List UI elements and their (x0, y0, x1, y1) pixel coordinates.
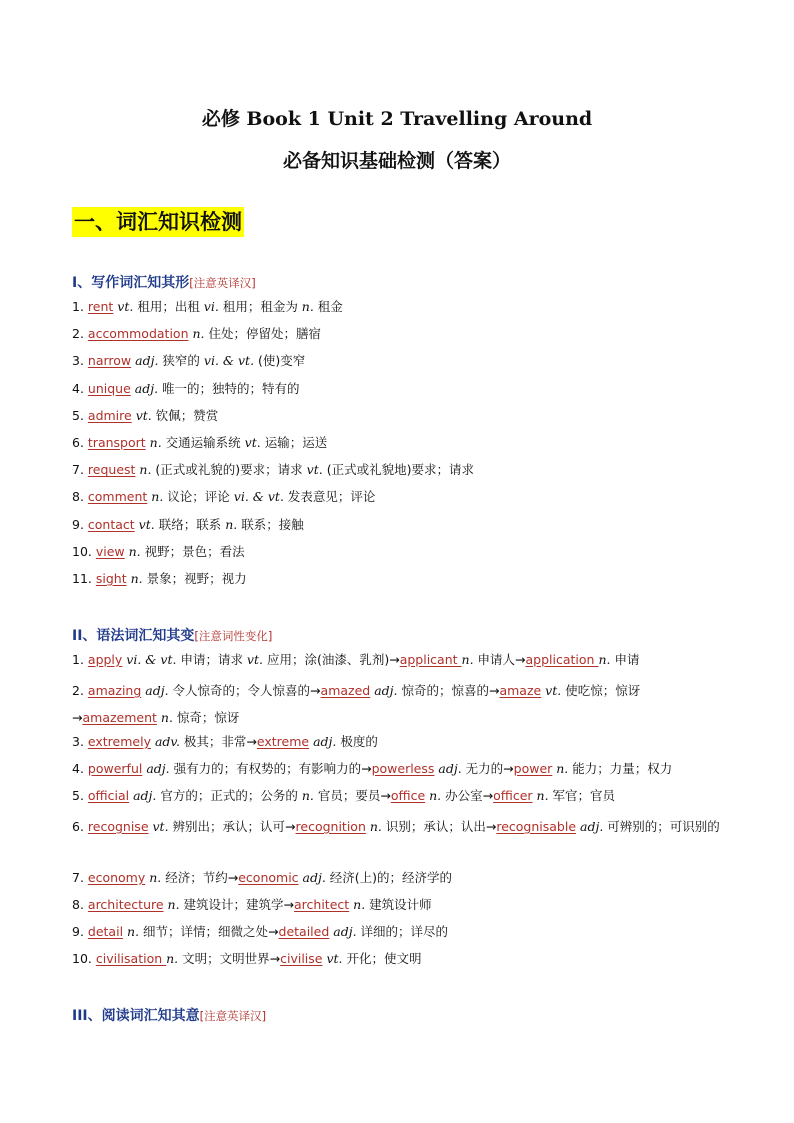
item-number: 1. (72, 652, 88, 667)
answer-word: extreme (256, 734, 310, 749)
definition: 租用；租金为 (222, 299, 302, 314)
definition: (正式或礼貌的)要求；请求 (155, 462, 307, 478)
part-of-speech: vt. (134, 516, 159, 532)
item-number: 4. (72, 380, 88, 396)
part-of-speech: n. (123, 924, 144, 939)
item-number: 11. (72, 571, 96, 586)
definition: 使吃惊；惊讶→ (72, 683, 641, 725)
answer-word: civilise (280, 951, 323, 966)
item-number: 9. (72, 924, 88, 939)
item-number: 8. (72, 897, 88, 912)
definition: 应用；涂(油漆、乳剂)→ (266, 652, 400, 667)
answer-word: architect (294, 897, 350, 912)
part-of-speech: n. (156, 710, 177, 725)
part1-heading (72, 272, 256, 292)
part-of-speech: n. (425, 788, 446, 803)
definition: 无力的→ (465, 761, 514, 776)
definition: 议论；评论 (167, 489, 234, 505)
vocab-item (72, 515, 304, 533)
item-number: 2. (72, 326, 88, 342)
definition: 官员；要员→ (317, 788, 391, 803)
item-number: 10. (72, 951, 96, 966)
item-number: 3. (72, 353, 88, 369)
vocab-item (72, 487, 375, 505)
vocab-item (72, 569, 247, 587)
part-of-speech: vt. (113, 299, 138, 314)
item-number: 9. (72, 516, 88, 532)
part-of-speech: vi. & vt. (122, 652, 181, 667)
definition: 强有力的；有权势的；有影响力的→ (173, 761, 372, 776)
part-of-speech: n. (301, 788, 318, 803)
definition: 狭窄的 (162, 353, 204, 369)
answer-word: narrow (87, 353, 132, 369)
part-of-speech: n. (552, 761, 573, 776)
part-of-speech: vi. (203, 299, 223, 314)
part-of-speech: n. (349, 897, 370, 912)
part-of-speech: adj. (370, 683, 402, 698)
answer-word: application (525, 652, 599, 667)
answer-word: sight (95, 571, 127, 586)
answer-word: detail (87, 924, 124, 939)
answer-word: amaze (499, 683, 542, 698)
document-subtitle: 必备知识基础检测（答案） (282, 150, 511, 172)
answer-word: extremely (87, 734, 151, 749)
part-of-speech: n. (188, 326, 209, 342)
definition: 惊奇的；惊喜的→ (401, 683, 500, 698)
answer-word: official (87, 788, 130, 803)
part-of-speech: vt. (244, 435, 265, 450)
answer-word: economy (87, 870, 146, 885)
item-number: 7. (72, 870, 88, 885)
definition: 住处；停留处；膳宿 (208, 326, 321, 342)
part-of-speech: adj. (576, 819, 608, 834)
answer-word: officer (493, 788, 533, 803)
definition: 惊奇；惊讶 (176, 710, 240, 725)
answer-word: civilisation (95, 951, 167, 966)
answer-word: rent (87, 299, 114, 314)
definition: 官方的；正式的；公务的 (160, 788, 302, 803)
part-of-speech: adj. (434, 761, 466, 776)
part-of-speech: n. (163, 897, 184, 912)
definition: 经济(上)的；经济学的 (329, 870, 453, 885)
part-of-speech: adj. (141, 683, 173, 698)
answer-word: powerless (371, 761, 435, 776)
word-family-item (72, 922, 448, 940)
definition: 军官；官员 (552, 788, 616, 803)
vocab-item (72, 406, 218, 424)
vocab-item (72, 297, 343, 315)
part-of-speech: n. (147, 489, 168, 505)
part2-note: [注意词性变化] (194, 629, 273, 643)
answer-word: recognise (87, 819, 149, 834)
definition: 发表意见；评论 (287, 489, 376, 505)
part-of-speech: adv. (150, 734, 184, 749)
part-of-speech: vt. (322, 951, 347, 966)
item-number: 8. (72, 489, 88, 505)
answer-word: amazed (320, 683, 371, 698)
item-number: 10. (72, 543, 96, 559)
definition: 辨别出；承认；认可→ (172, 819, 296, 834)
item-number: 2. (72, 683, 88, 698)
part2-heading-text: II、语法词汇知其变 (72, 628, 195, 644)
definition: 租用；出租 (137, 299, 204, 314)
definition: 详细的；详尽的 (360, 924, 449, 939)
word-family-item (72, 786, 615, 804)
definition: 租金 (317, 299, 343, 314)
document-title: 必修 Book 1 Unit 2 Travelling Around (201, 108, 593, 130)
word-family-item (72, 677, 724, 731)
part-of-speech: vt. (148, 819, 173, 834)
part-of-speech: n. (301, 299, 318, 314)
part-of-speech: n. (166, 951, 183, 966)
item-number: 3. (72, 734, 88, 749)
definition: 交通运输系统 (165, 435, 245, 450)
definition: 极度的 (340, 734, 378, 749)
part-of-speech: vt. (131, 407, 156, 423)
part-of-speech: n. (135, 462, 156, 478)
definition: (正式或礼貌地)要求；请求 (326, 462, 474, 478)
definition: 申请人→ (477, 652, 526, 667)
part-of-speech: n. (532, 788, 553, 803)
definition: 建筑设计；建筑学→ (183, 897, 295, 912)
part-of-speech: n. (461, 652, 478, 667)
item-number: 4. (72, 761, 88, 776)
definition: (使)变窄 (258, 353, 306, 369)
word-family-item (72, 732, 378, 750)
definition: 能力；力量；权力 (572, 761, 673, 776)
part-of-speech: n. (126, 571, 147, 586)
part-of-speech: vt. (246, 652, 267, 667)
answer-word: architecture (87, 897, 164, 912)
answer-word: amazement (82, 710, 157, 725)
part-of-speech: n. (225, 516, 242, 532)
answer-word: amazing (87, 683, 142, 698)
part-of-speech: n. (598, 652, 615, 667)
answer-word: accommodation (87, 326, 189, 342)
part1-heading-text: I、写作词汇知其形 (72, 275, 190, 291)
part3-heading-text: III、阅读词汇知其意 (72, 1008, 200, 1024)
part-of-speech: adj. (142, 761, 174, 776)
part-of-speech: adj. (130, 380, 163, 396)
definition: 办公室→ (445, 788, 494, 803)
definition: 细节；详情；细微之处→ (143, 924, 279, 939)
answer-word: transport (87, 435, 146, 450)
answer-word: comment (87, 489, 148, 505)
definition: 经济；节约→ (165, 870, 239, 885)
part-of-speech: adj. (131, 353, 163, 369)
definition: 令人惊奇的；令人惊喜的→ (172, 683, 321, 698)
answer-word: office (390, 788, 426, 803)
definition: 文明；文明世界→ (182, 951, 281, 966)
answer-word: request (87, 462, 136, 478)
part-of-speech: vi. & vt. (203, 353, 259, 369)
word-family-item (72, 759, 672, 777)
part1-note: [注意英译汉] (189, 276, 256, 290)
vocab-item (72, 324, 321, 342)
definition: 建筑设计师 (369, 897, 432, 912)
part-of-speech: n. (124, 543, 145, 559)
definition: 联络；联系 (158, 516, 226, 532)
part-of-speech: n. (145, 870, 166, 885)
word-family-item (72, 650, 639, 668)
part3-note: [注意英译汉] (199, 1009, 267, 1023)
part-of-speech: adj. (129, 788, 161, 803)
part-of-speech: n. (145, 435, 166, 450)
definition: 运输；运送 (264, 435, 328, 450)
item-number: 1. (72, 299, 88, 314)
item-number: 5. (72, 407, 88, 423)
answer-word: recognisable (496, 819, 577, 834)
definition: 申请 (614, 652, 640, 667)
part2-heading (72, 625, 272, 645)
vocab-item (72, 351, 305, 369)
section-heading-vocabulary: 一、词汇知识检测 (72, 207, 244, 237)
answer-word: view (95, 543, 125, 559)
definition: 景象；视野；视力 (146, 571, 247, 586)
definition: 可辨别的；可识别的 (607, 819, 720, 834)
answer-word: detailed (278, 924, 330, 939)
answer-word: contact (87, 516, 135, 532)
item-number: 5. (72, 788, 88, 803)
answer-word: power (513, 761, 553, 776)
answer-word: unique (87, 380, 131, 396)
definition: 极其；非常→ (183, 734, 257, 749)
part3-heading (72, 1005, 266, 1025)
definition: 开化；使文明 (346, 951, 422, 966)
part-of-speech: adj. (329, 924, 361, 939)
definition: 识别；承认；认出→ (385, 819, 497, 834)
part-of-speech: vi. & vt. (233, 489, 288, 505)
part-of-speech: adj. (298, 870, 330, 885)
word-family-item (72, 895, 432, 913)
vocab-item (72, 542, 245, 560)
definition: 申请；请求 (180, 652, 247, 667)
item-number: 6. (72, 435, 88, 450)
word-family-item (72, 813, 724, 840)
definition: 视野；景色；看法 (144, 543, 245, 559)
word-family-item (72, 868, 452, 886)
answer-word: economic (238, 870, 299, 885)
part-of-speech: n. (365, 819, 386, 834)
word-family-item (72, 949, 422, 967)
vocab-item (72, 460, 474, 478)
answer-word: applicant (399, 652, 462, 667)
definition: 唯一的；独特的；特有的 (162, 380, 300, 396)
definition: 联系；接触 (241, 516, 304, 532)
answer-word: recognition (295, 819, 366, 834)
part-of-speech: vt. (541, 683, 566, 698)
vocab-item (72, 379, 300, 397)
item-number: 7. (72, 462, 88, 478)
part-of-speech: adj. (309, 734, 341, 749)
answer-word: apply (87, 652, 123, 667)
answer-word: powerful (87, 761, 143, 776)
definition: 钦佩；赞赏 (155, 407, 219, 423)
item-number: 6. (72, 819, 88, 834)
part-of-speech: vt. (306, 462, 327, 478)
answer-word: admire (87, 407, 132, 423)
vocab-item (72, 433, 327, 451)
